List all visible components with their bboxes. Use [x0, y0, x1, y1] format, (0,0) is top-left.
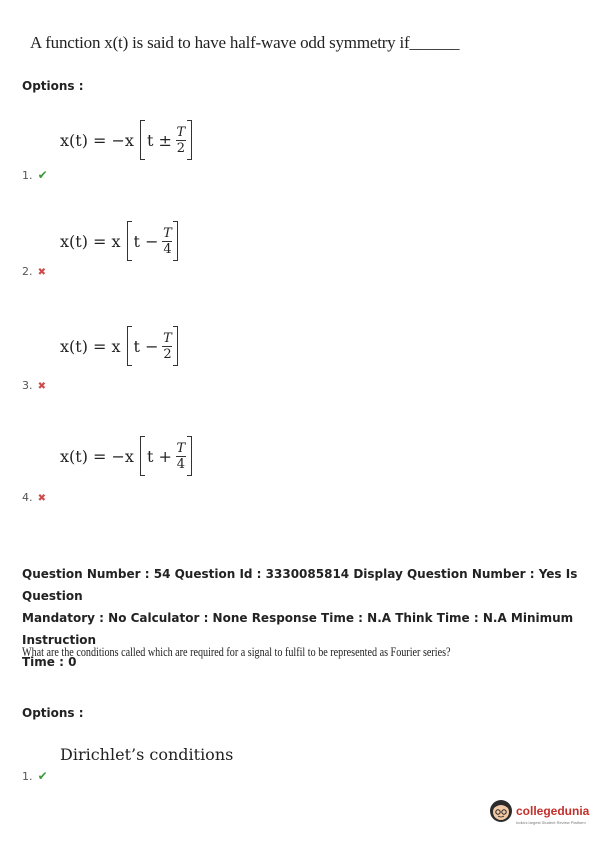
formula-bracket	[138, 436, 194, 476]
brand-tagline: India's largest Student Review Platform	[516, 820, 586, 825]
formula-lhs: x(t) = x	[60, 231, 121, 251]
fraction-denominator: 4	[176, 456, 186, 472]
formula-fraction	[176, 126, 186, 155]
formula-lhs: x(t) = −x	[60, 446, 134, 466]
meta-line: Question Number : 54 Question Id : 3330085814 Display Question Number : Yes Is Question	[22, 567, 578, 603]
formula-inner: t −	[133, 231, 159, 251]
formula-fraction	[162, 227, 172, 256]
formula-inner: t −	[133, 336, 159, 356]
formula-inner: t +	[146, 446, 172, 466]
fraction-numerator: T	[163, 225, 172, 241]
brand-name: collegedunia	[516, 804, 590, 818]
question-1-text: A function x(t) is said to have half-wave odd symmetry if______	[30, 33, 460, 52]
fraction-denominator: 2	[163, 346, 172, 362]
fraction-numerator: T	[176, 124, 186, 140]
cross-icon: ✖	[37, 381, 46, 392]
check-icon: ✔	[37, 168, 48, 182]
fraction-numerator: T	[176, 440, 186, 456]
option-3-marker	[22, 374, 46, 393]
option-number: 2.	[22, 265, 33, 278]
option-1-marker	[22, 164, 48, 183]
option-1-formula	[60, 120, 194, 160]
option-3-formula	[60, 326, 180, 366]
brand-logo	[490, 800, 589, 825]
fraction-denominator: 4	[163, 241, 172, 257]
option-2-marker	[22, 260, 46, 279]
cross-icon: ✖	[37, 493, 46, 504]
formula-fraction	[162, 332, 172, 361]
option-number: 3.	[22, 379, 33, 392]
formula-inner: t ±	[146, 130, 172, 150]
option-number: 4.	[22, 491, 33, 504]
mascot-icon	[490, 800, 512, 822]
formula-bracket	[125, 326, 181, 366]
option-2-formula	[60, 221, 180, 261]
cross-icon: ✖	[37, 267, 46, 278]
meta-line: Mandatory : No Calculator : None Response Time : N.A Think Time : N.A Minimum Instruction	[22, 611, 574, 647]
formula-lhs: x(t) = x	[60, 336, 121, 356]
options-label-2: Options :	[22, 706, 84, 720]
check-icon: ✔	[37, 769, 48, 783]
formula-fraction	[176, 442, 186, 471]
question-2-text: What are the conditions called which are required for a signal to fulfil to be represented as Fourier series?	[22, 644, 451, 659]
option-number: 1.	[22, 770, 33, 783]
option-1-answer-text: Dirichlet’s conditions	[60, 745, 234, 764]
option-4-marker	[22, 486, 46, 505]
formula-bracket	[125, 221, 181, 261]
fraction-numerator: T	[163, 330, 172, 346]
q2-option-1-marker	[22, 765, 48, 784]
options-label-1: Options :	[22, 79, 84, 93]
option-number: 1.	[22, 169, 33, 182]
meta-line: Time : 0	[22, 655, 77, 669]
option-4-formula	[60, 436, 194, 476]
formula-lhs: x(t) = −x	[60, 130, 134, 150]
formula-bracket	[138, 120, 194, 160]
fraction-denominator: 2	[176, 140, 186, 156]
